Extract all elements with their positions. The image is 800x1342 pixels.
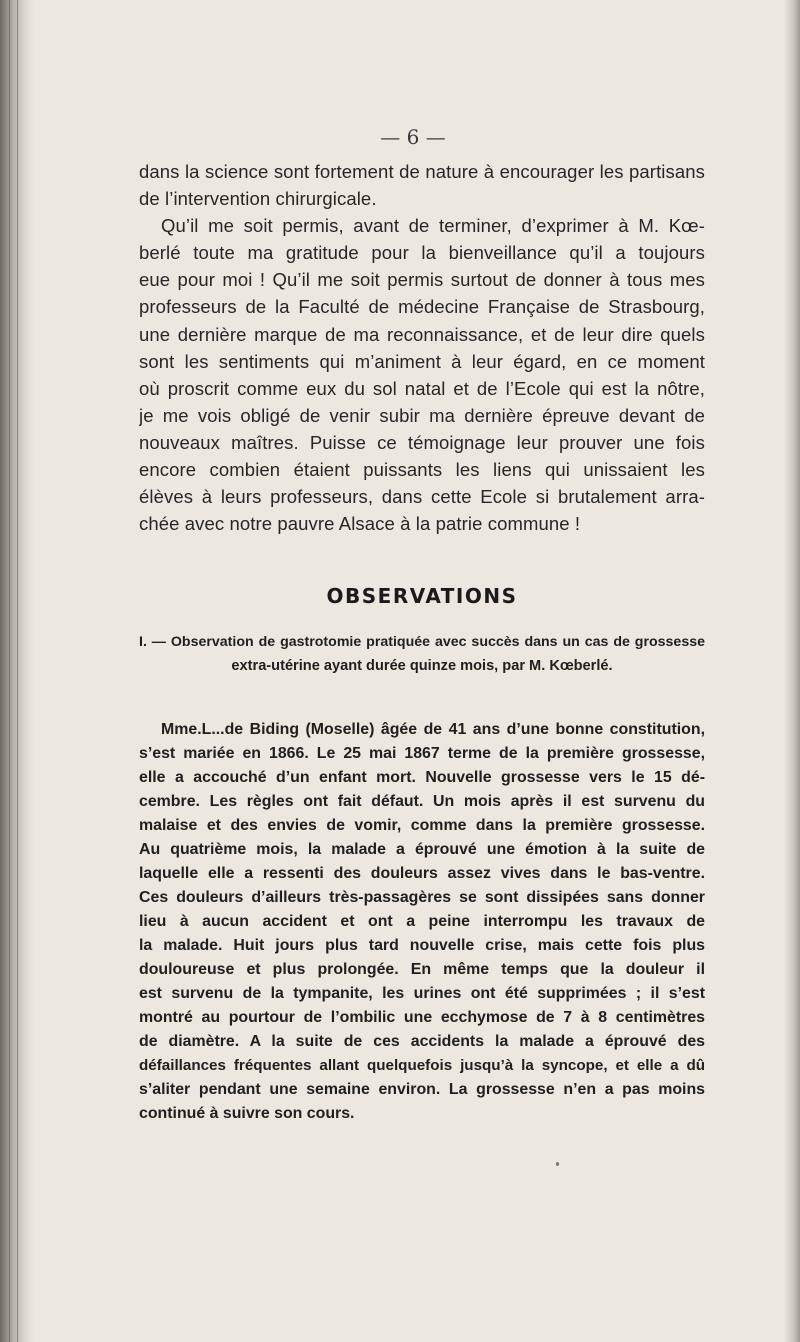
text-line: montré au pourtour de l’ombilic une ecchymose de 7 à 8 centimètres [139,1009,705,1026]
page-edge-shadow [784,0,800,1342]
section-heading: OBSERVATIONS [326,584,518,608]
case-paragraph [139,718,705,1126]
text-line: berlé toute ma gratitude pour la bienveillance qu’il a toujours [139,242,705,264]
binding-rule [17,0,18,1342]
text-line: élèves à leurs professeurs, dans cette Ecole si brutalement arra- [139,486,705,508]
ink-speck [556,1162,559,1166]
text-line: encore combien étaient puissants les liens qui unissaient les [139,459,705,481]
page-number: — 6 — [380,125,446,149]
observation-title [139,630,705,678]
text-line: laquelle elle a ressenti des douleurs assez vives dans le bas-ventre. [139,865,705,882]
text-line: professeurs de la Faculté de médecine Française de Strasbourg, [139,296,705,318]
text-line: est survenu de la tympanite, les urines ont été supprimées ; il s’est [139,985,705,1002]
text-line: je me vois obligé de venir subir ma dernière épreuve devant de [139,404,705,426]
text-line: sont les sentiments qui m’animent à leur égard, en ce moment [139,350,705,372]
text-line: nouveaux maîtres. Puisse ce témoignage leur prouver une fois [139,431,705,453]
text-line: cembre. Les règles ont fait défaut. Un mois après il est survenu du [139,793,705,810]
observation-title-line: extra-utérine ayant durée quinze mois, par M. Kœberlé. [231,658,613,674]
text-line: dans la science sont fortement de nature à encourager les partisans [139,161,705,182]
text-line: douloureuse et plus prolongée. En même temps que la douleur il [139,961,705,978]
text-line: Qu’il me soit permis, avant de terminer, d’exprimer à M. Kœ- [161,215,705,237]
text-line: continué à suivre son cours. [139,1105,355,1122]
text-line: où proscrit comme eux du sol natal et de l’Ecole qui est la nôtre, [139,377,705,399]
text-line: lieu à aucun accident et ont a peine interrompu les travaux de [139,913,705,930]
text-line: elle a accouché d’un enfant mort. Nouvelle grossesse vers le 15 dé- [139,769,705,786]
text-line: malaise et des envies de vomir, comme dans la première grossesse. [139,817,705,834]
text-line: chée avec notre pauvre Alsace à la patrie commune ! [139,513,581,535]
text-line: défaillances fréquentes allant quelquefois jusqu’à la syncope, et elle a dû [139,1057,705,1074]
text-line: s’aliter pendant une semaine environ. La grossesse n’en a pas moins [139,1081,705,1098]
text-line: de diamètre. A la suite de ces accidents la malade a éprouvé des [139,1033,705,1050]
text-line: s’est mariée en 1866. Le 25 mai 1867 terme de la première grossesse, [139,745,705,762]
binding-rule [9,0,10,1342]
text-line: la malade. Huit jours plus tard nouvelle crise, mais cette fois plus [139,937,705,954]
text-line: Au quatrième mois, la malade a éprouvé une émotion à la suite de [139,841,705,858]
text-line: Mme.L...de Biding (Moselle) âgée de 41 ans d’une bonne constitution, [161,721,705,738]
text-line: eue pour moi ! Qu’il me soit permis surtout de donner à tous mes [139,269,705,291]
text-line: Ces douleurs d’ailleurs très-passagères se sont dissipées sans donner [139,889,705,906]
text-line: de l’intervention chirurgicale. [139,188,377,210]
intro-paragraphs [139,158,705,537]
text-line: une dernière marque de ma reconnaissance, et de leur dire quels [139,323,705,345]
observation-title-line: I. — Observation de gastrotomie pratiquée avec succès dans un cas de grossesse [139,634,705,650]
